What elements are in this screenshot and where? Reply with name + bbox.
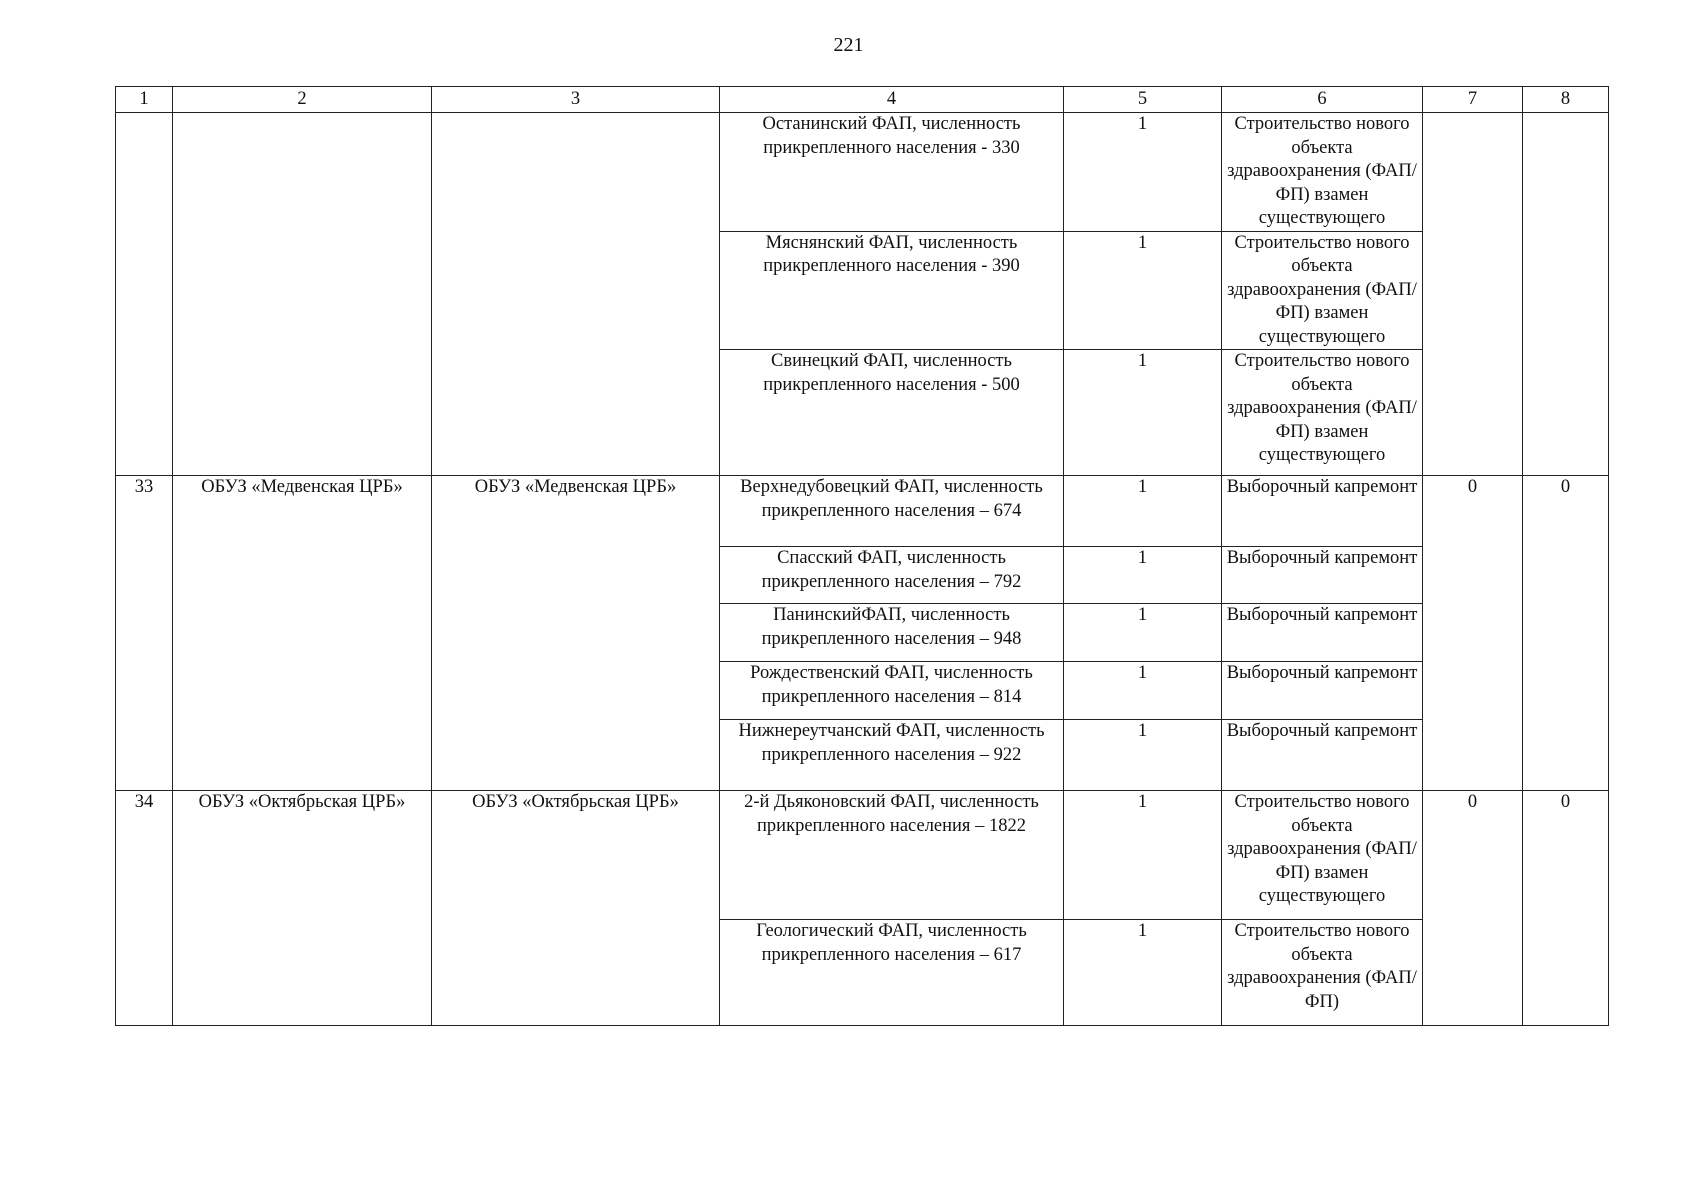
quantity-cell: 1 <box>1064 791 1222 920</box>
row-number-cell: 34 <box>116 791 173 1026</box>
header-cell: 8 <box>1523 87 1609 113</box>
value-cell: 0 <box>1523 476 1609 791</box>
value-cell: 0 <box>1423 476 1523 791</box>
value-cell: 0 <box>1523 791 1609 1026</box>
header-cell: 6 <box>1222 87 1423 113</box>
organization-cell: ОБУЗ «Октябрьская ЦРБ» <box>173 791 432 1026</box>
facility-cell: Рождественский ФАП, численность прикрепленного населения – 814 <box>720 662 1064 720</box>
header-cell: 3 <box>432 87 720 113</box>
cell-empty <box>116 113 173 476</box>
facility-cell: Спасский ФАП, численность прикрепленного населения – 792 <box>720 547 1064 604</box>
table-row <box>116 791 1609 920</box>
work-type-cell: Строительство нового объекта здравоохранения (ФАП/ФП) взамен существующего <box>1222 113 1423 232</box>
cell-empty <box>1523 113 1609 476</box>
organization-cell: ОБУЗ «Медвенская ЦРБ» <box>432 476 720 791</box>
quantity-cell: 1 <box>1064 604 1222 662</box>
work-type-cell: Выборочный капремонт <box>1222 476 1423 547</box>
header-cell: 5 <box>1064 87 1222 113</box>
work-type-cell: Выборочный капремонт <box>1222 604 1423 662</box>
row-number-cell: 33 <box>116 476 173 791</box>
work-type-cell: Выборочный капремонт <box>1222 720 1423 791</box>
header-cell: 7 <box>1423 87 1523 113</box>
work-type-cell: Строительство нового объекта здравоохранения (ФАП/ФП) взамен существующего <box>1222 791 1423 920</box>
cell-empty <box>432 113 720 476</box>
cell-empty <box>1423 113 1523 476</box>
organization-cell: ОБУЗ «Октябрьская ЦРБ» <box>432 791 720 1026</box>
work-type-cell: Выборочный капремонт <box>1222 662 1423 720</box>
quantity-cell: 1 <box>1064 920 1222 1026</box>
cell-empty <box>173 113 432 476</box>
work-type-cell: Строительство нового объекта здравоохранения (ФАП/ФП) взамен существующего <box>1222 231 1423 350</box>
header-cell: 4 <box>720 87 1064 113</box>
table-header-row <box>116 87 1609 113</box>
quantity-cell: 1 <box>1064 662 1222 720</box>
facility-cell: Геологический ФАП, численность прикрепленного населения – 617 <box>720 920 1064 1026</box>
work-type-cell: Выборочный капремонт <box>1222 547 1423 604</box>
quantity-cell: 1 <box>1064 350 1222 476</box>
header-cell: 1 <box>116 87 173 113</box>
page-number: 221 <box>833 34 864 56</box>
work-type-cell: Строительство нового объекта здравоохранения (ФАП/ФП) взамен существующего <box>1222 350 1423 476</box>
organization-cell: ОБУЗ «Медвенская ЦРБ» <box>173 476 432 791</box>
facilities-table <box>115 86 1609 1026</box>
quantity-cell: 1 <box>1064 113 1222 232</box>
table-row <box>116 476 1609 547</box>
facility-cell: Мяснянский ФАП, численность прикрепленного населения - 390 <box>720 231 1064 350</box>
value-cell: 0 <box>1423 791 1523 1026</box>
quantity-cell: 1 <box>1064 231 1222 350</box>
facility-cell: 2-й Дьяконовский ФАП, численность прикрепленного населения – 1822 <box>720 791 1064 920</box>
quantity-cell: 1 <box>1064 476 1222 547</box>
header-cell: 2 <box>173 87 432 113</box>
facility-cell: Останинский ФАП, численность прикрепленного населения - 330 <box>720 113 1064 232</box>
table-row <box>116 113 1609 232</box>
quantity-cell: 1 <box>1064 720 1222 791</box>
quantity-cell: 1 <box>1064 547 1222 604</box>
facility-cell: ПанинскийФАП, численность прикрепленного населения – 948 <box>720 604 1064 662</box>
facility-cell: Нижнереутчанский ФАП, численность прикрепленного населения – 922 <box>720 720 1064 791</box>
work-type-cell: Строительство нового объекта здравоохранения (ФАП/ФП) <box>1222 920 1423 1026</box>
facility-cell: Свинецкий ФАП, численность прикрепленного населения - 500 <box>720 350 1064 476</box>
facility-cell: Верхнедубовецкий ФАП, численность прикрепленного населения – 674 <box>720 476 1064 547</box>
